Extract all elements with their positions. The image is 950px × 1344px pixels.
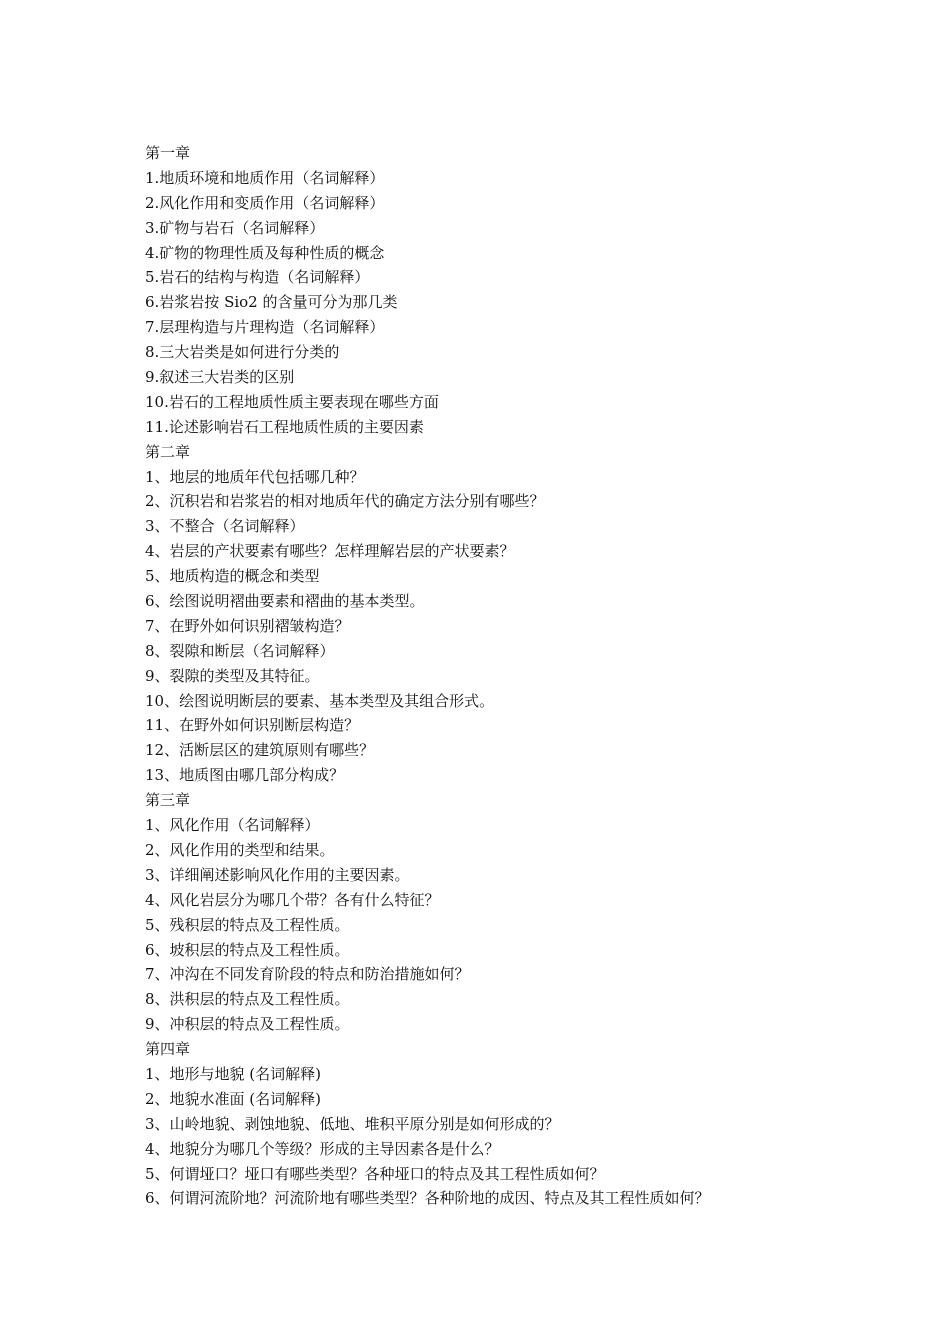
list-item: 12、活断层区的建筑原则有哪些？: [145, 741, 375, 760]
list-item: 3、不整合（名词解释）: [145, 517, 305, 536]
list-item: 2.风化作用和变质作用（名词解释）: [145, 193, 385, 212]
list-item: 5、地质构造的概念和类型: [145, 567, 320, 586]
question-list: [145, 141, 925, 1211]
list-item: 8.三大岩类是如何进行分类的: [145, 343, 340, 362]
list-item: 1、风化作用（名词解释）: [145, 816, 320, 835]
list-item: 6、绘图说明褶曲要素和褶曲的基本类型。: [145, 592, 425, 611]
list-item: 9、冲积层的特点及工程性质。: [145, 1015, 350, 1034]
list-item: 7、冲沟在不同发育阶段的特点和防治措施如何？: [145, 965, 470, 984]
list-item: 2、风化作用的类型和结果。: [145, 840, 335, 859]
list-item: 5.岩石的结构与构造（名词解释）: [145, 268, 370, 287]
list-item: 4、地貌分为哪几个等级？形成的主导因素各是什么？: [145, 1139, 500, 1158]
list-item: 9.叙述三大岩类的区别: [145, 368, 295, 387]
list-item: 6、坡积层的特点及工程性质。: [145, 940, 350, 959]
list-item: 1.地质环境和地质作用（名词解释）: [145, 168, 385, 187]
list-item: 10、绘图说明断层的要素、基本类型及其组合形式。: [145, 691, 495, 710]
list-item: 4、风化岩层分为哪几个带？各有什么特征？: [145, 890, 440, 909]
chapter-4-title: 第四章: [145, 1040, 191, 1059]
chapter-3-title: 第三章: [145, 791, 191, 810]
list-item: 8、裂隙和断层（名词解释）: [145, 641, 335, 660]
list-item: 7、在野外如何识别褶皱构造？: [145, 616, 350, 635]
list-item: 11.论述影响岩石工程地质性质的主要因素: [145, 417, 424, 436]
list-item: 8、洪积层的特点及工程性质。: [145, 990, 350, 1009]
list-item: 11、在野外如何识别断层构造？: [145, 716, 360, 735]
list-item: 6、何谓河流阶地？河流阶地有哪些类型？各种阶地的成因、特点及其工程性质如何？: [145, 1189, 710, 1208]
list-item: 4、岩层的产状要素有哪些？怎样理解岩层的产状要素？: [145, 542, 515, 561]
list-item: 3、详细阐述影响风化作用的主要因素。: [145, 865, 410, 884]
list-item: 3.矿物与岩石（名词解释）: [145, 218, 325, 237]
list-item: 3、山岭地貌、剥蚀地貌、低地、堆积平原分别是如何形成的？: [145, 1114, 560, 1133]
list-item: 4.矿物的物理性质及每种性质的概念: [145, 243, 385, 262]
list-item: 10.岩石的工程地质性质主要表现在哪些方面: [145, 392, 439, 411]
list-item: 2、地貌水准面 (名词解释): [145, 1089, 322, 1108]
chapter-1-title: 第一章: [145, 144, 191, 162]
list-item: 6.岩浆岩按 Sio2 的含量可分为那几类: [145, 293, 398, 312]
chapter-2-title: 第二章: [145, 442, 191, 461]
list-item: 13、地质图由哪几部分构成？: [145, 766, 345, 785]
list-item: 5、残积层的特点及工程性质。: [145, 915, 350, 934]
list-item: 2、沉积岩和岩浆岩的相对地质年代的确定方法分别有哪些？: [145, 492, 545, 511]
list-item: 9、裂隙的类型及其特征。: [145, 666, 320, 685]
list-item: 7.层理构造与片理构造（名词解释）: [145, 318, 385, 337]
list-item: 1、地形与地貌 (名词解释): [145, 1064, 322, 1083]
list-item: 1、地层的地质年代包括哪几种？: [145, 467, 365, 486]
list-item: 5、何谓垭口？垭口有哪些类型？各种垭口的特点及其工程性质如何？: [145, 1164, 605, 1183]
